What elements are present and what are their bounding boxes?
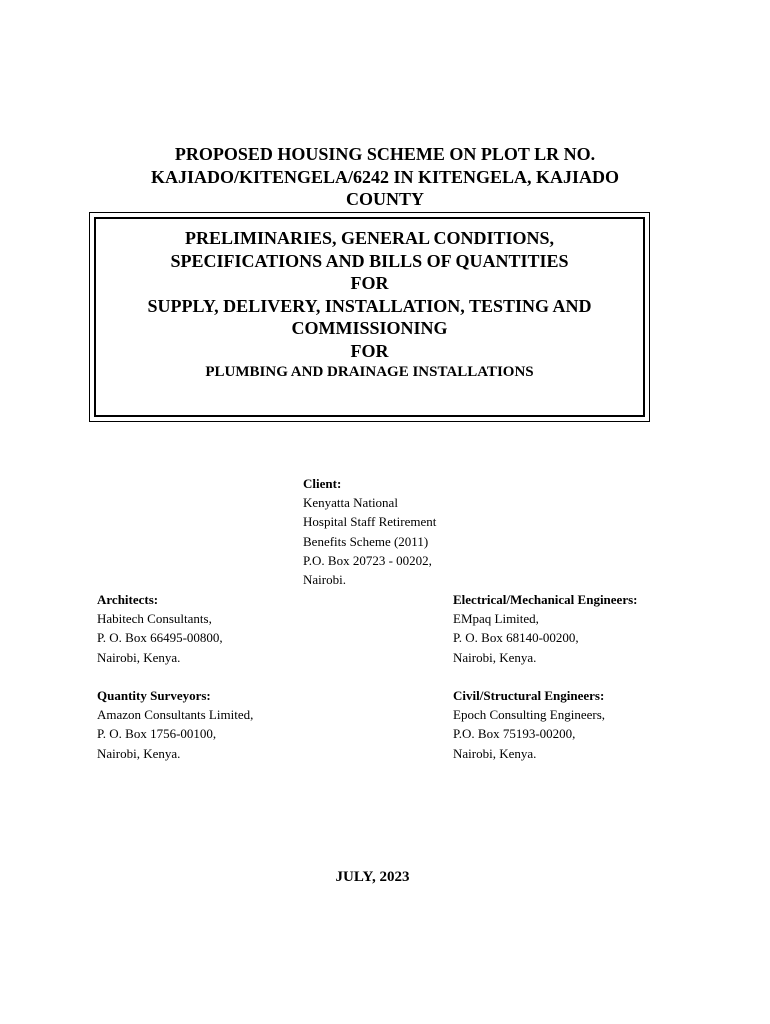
electrical-engineers-line: EMpaq Limited, [453, 611, 539, 627]
architects-line: Nairobi, Kenya. [97, 649, 181, 665]
architects-heading: Architects: [97, 592, 159, 607]
project-title-line: COUNTY [345, 189, 424, 209]
project-title-line: KAJIADO/KITENGELA/6242 IN KITENGELA, KAJIADO [150, 166, 620, 187]
client-line: P.O. Box 20723 - 00202, [303, 552, 432, 568]
box-subtitle: PLUMBING AND DRAINAGE INSTALLATIONS [205, 364, 534, 380]
structural-engineers-line: Epoch Consulting Engineers, [453, 707, 606, 723]
title-box-text [90, 227, 649, 383]
quantity-surveyors-block [97, 686, 253, 763]
electrical-engineers-line: Nairobi, Kenya. [453, 649, 537, 665]
box-line: FOR [350, 273, 389, 293]
project-title [100, 143, 670, 211]
architects-block [97, 590, 223, 667]
structural-engineers-block [453, 686, 605, 763]
box-line: PRELIMINARIES, GENERAL CONDITIONS, [184, 228, 555, 248]
electrical-engineers-heading: Electrical/Mechanical Engineers: [453, 592, 638, 607]
quantity-surveyors-heading: Quantity Surveyors: [97, 688, 211, 703]
client-line: Nairobi. [303, 572, 346, 588]
quantity-surveyors-line: Nairobi, Kenya. [97, 745, 181, 761]
electrical-engineers-block [453, 590, 637, 667]
structural-engineers-line: Nairobi, Kenya. [453, 745, 537, 761]
client-line: Benefits Scheme (2011) [303, 533, 429, 549]
box-line: SUPPLY, DELIVERY, INSTALLATION, TESTING AND [147, 295, 592, 316]
client-heading: Client: [303, 476, 342, 491]
quantity-surveyors-line: P. O. Box 1756-00100, [97, 726, 217, 742]
box-line: COMMISSIONING [291, 318, 448, 338]
box-line: SPECIFICATIONS AND BILLS OF QUANTITIES [170, 250, 569, 271]
box-line: FOR [350, 340, 389, 361]
architects-line: P. O. Box 66495-00800, [97, 630, 223, 646]
document-date: JULY, 2023 [335, 869, 410, 885]
electrical-engineers-line: P. O. Box 68140-00200, [453, 630, 579, 646]
title-box [89, 212, 650, 422]
client-line: Kenyatta National [303, 495, 398, 511]
structural-engineers-line: P.O. Box 75193-00200, [453, 726, 576, 742]
client-block [303, 474, 436, 589]
client-line: Hospital Staff Retirement [303, 514, 437, 530]
architects-line: Habitech Consultants, [97, 611, 212, 627]
structural-engineers-heading: Civil/Structural Engineers: [453, 688, 605, 703]
project-title-line: PROPOSED HOUSING SCHEME ON PLOT LR NO. [174, 144, 596, 164]
quantity-surveyors-line: Amazon Consultants Limited, [97, 707, 254, 723]
